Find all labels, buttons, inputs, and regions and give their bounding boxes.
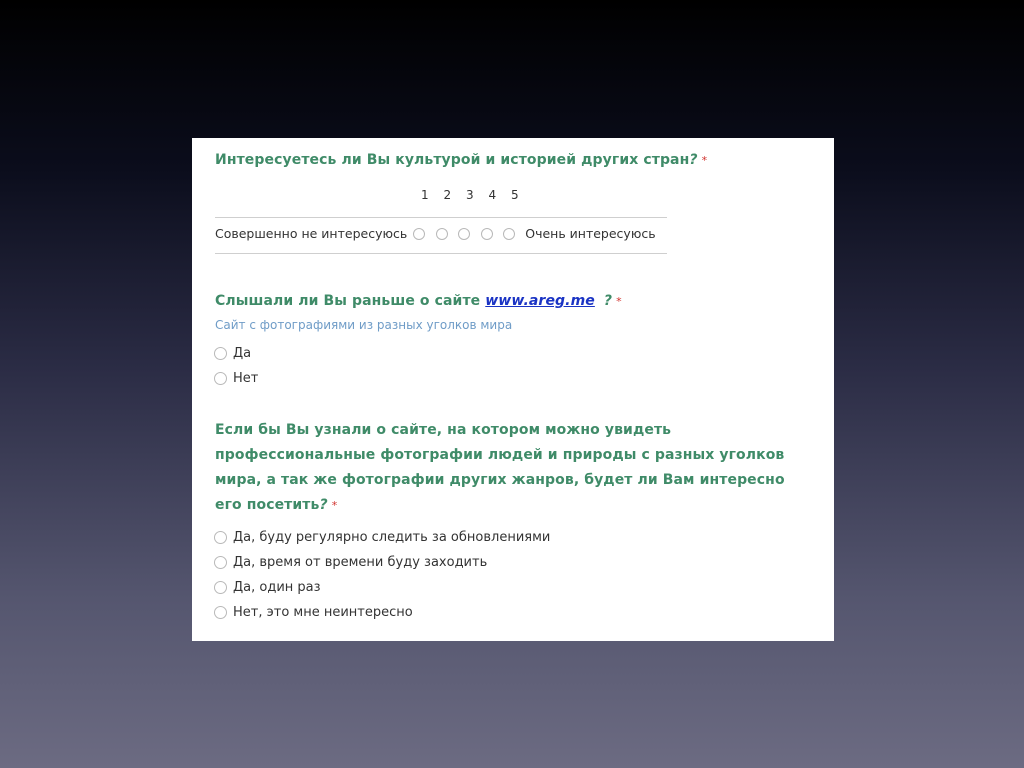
option-yes[interactable]: [214, 346, 251, 361]
scale-radio-4[interactable]: [481, 228, 493, 240]
question-mark: ?: [603, 293, 613, 309]
required-marker: *: [331, 499, 338, 512]
question-1-text: Интересуетесь ли Вы культурой и историей других стран: [215, 152, 690, 168]
radio-icon[interactable]: [214, 372, 227, 385]
scale-radio-1[interactable]: [413, 228, 425, 240]
option-label: Да, время от времени буду заходить: [233, 555, 488, 570]
question-1-title: [215, 148, 707, 173]
scale-divider-bottom: [215, 253, 667, 254]
question-2-text: Слышали ли Вы раньше о сайте: [215, 293, 481, 309]
scale-number-3: 3: [466, 188, 474, 202]
scale-numbers: [421, 188, 534, 202]
scale-divider-top: [215, 217, 667, 218]
question-3-text: Если бы Вы узнали о сайте, на котором можно увидеть профессиональные фотографии людей и природы с разных уголков мира, а так же фотографии других жанров, будет ли Вам интересно его посетить: [215, 422, 785, 513]
scale-number-1: 1: [421, 188, 429, 202]
required-marker: *: [616, 295, 622, 308]
option-label: Да: [233, 346, 252, 361]
scale-label-low: Совершенно не интересуюсь: [215, 226, 408, 241]
radio-icon[interactable]: [214, 556, 227, 569]
survey-card: [192, 138, 834, 641]
option-label: Нет, это мне неинтересно: [233, 605, 413, 620]
question-mark: ?: [319, 497, 328, 513]
scale-number-4: 4: [488, 188, 497, 202]
option-no[interactable]: [214, 371, 258, 386]
site-link[interactable]: www.areg.me: [485, 293, 595, 309]
scale-row: [215, 226, 656, 241]
scale-radio-2[interactable]: [436, 228, 448, 240]
radio-icon[interactable]: [214, 531, 227, 544]
radio-icon[interactable]: [214, 606, 227, 619]
scale-label-high: Очень интересуюсь: [525, 226, 656, 241]
option-label: Да, буду регулярно следить за обновлениями: [233, 530, 551, 545]
question-2-title: [215, 289, 622, 314]
scale-number-2: 2: [443, 188, 452, 202]
option-sometimes[interactable]: [214, 555, 487, 570]
scale-radio-5[interactable]: [503, 228, 515, 240]
option-label: Да, один раз: [233, 580, 321, 595]
option-once[interactable]: [214, 580, 321, 595]
scale-number-5: 5: [511, 188, 519, 202]
radio-icon[interactable]: [214, 347, 227, 360]
required-marker: *: [701, 154, 708, 167]
scale-radio-group: [413, 228, 519, 240]
option-not-interested[interactable]: [214, 605, 413, 620]
question-mark: ?: [689, 152, 698, 168]
question-2-description: Сайт с фотографиями из разных уголков мира: [215, 318, 513, 332]
option-label: Нет: [233, 371, 259, 386]
radio-icon[interactable]: [214, 581, 227, 594]
question-3-title: [215, 418, 815, 518]
option-regularly[interactable]: [214, 530, 550, 545]
scale-radio-3[interactable]: [458, 228, 470, 240]
